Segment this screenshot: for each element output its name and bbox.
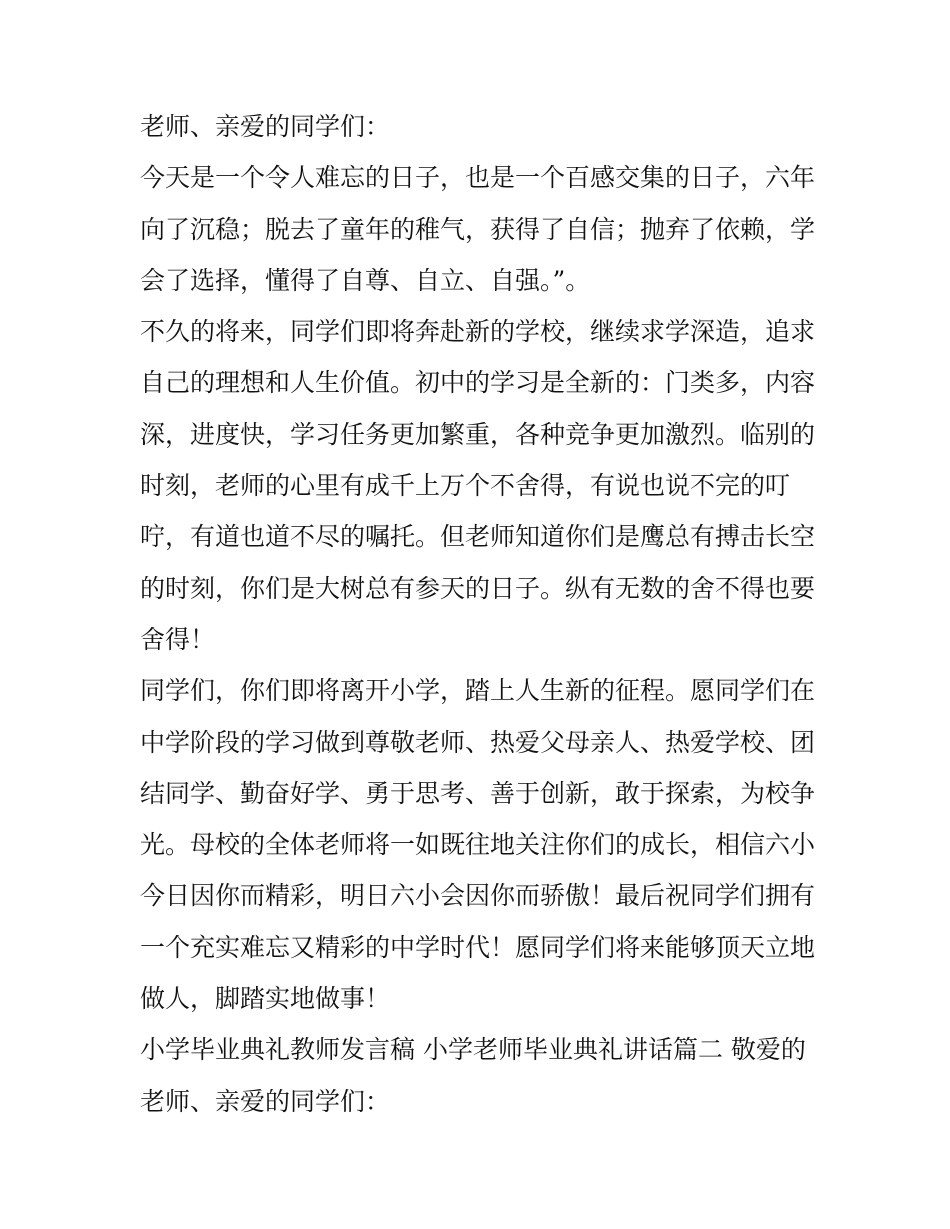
document-body [140,101,820,1127]
text-line: 的时刻，你们是大树总有参天的日子。纵有无数的舍不得也要 [140,573,816,603]
text-line: 一个充实难忘又精彩的中学时代！愿同学们将来能够顶天立地 [140,932,816,962]
text-line: 不久的将来，同学们即将奔赴新的学校，继续求学深造，追求 [140,317,816,347]
text-line: 自己的理想和人生价值。初中的学习是全新的：门类多，内容 [140,368,816,398]
text-line: 舍得！ [140,624,216,654]
text-line: 结同学、勤奋好学、勇于思考、善于创新，敢于探索，为校争 [140,778,816,808]
text-line: 今日因你而精彩，明日六小会因你而骄傲！最后祝同学们拥有 [140,881,816,911]
text-line: 深，进度快，学习任务更加繁重，各种竞争更加激烈。临别的 [140,419,816,449]
text-line: 今天是一个令人难忘的日子，也是一个百感交集的日子，六年 [140,163,816,193]
text-line: 向了沉稳；脱去了童年的稚气，获得了自信；抛弃了依赖，学 [140,214,816,244]
text-line: 同学们，你们即将离开小学，踏上人生新的征程。愿同学们在 [140,676,816,706]
text-line: 中学阶段的学习做到尊敬老师、热爱父母亲人、热爱学校、团 [140,727,816,757]
text-line: 会了选择，懂得了自尊、自立、自强。”。 [140,265,591,295]
text-line: 老师、亲爱的同学们： [140,1086,391,1116]
text-line: 光。母校的全体老师将一如既往地关注你们的成长，相信六小 [140,830,816,860]
text-line: 做人，脚踏实地做事！ [140,984,391,1014]
text-line: 时刻，老师的心里有成千上万个不舍得，有说也说不完的叮 [140,471,791,501]
text-line: 小学毕业典礼教师发言稿 小学老师毕业典礼讲话篇二 敬爱的 [140,1035,806,1065]
text-line: 老师、亲爱的同学们： [140,112,391,141]
text-line: 咛，有道也道不尽的嘱托。但老师知道你们是鹰总有搏击长空 [140,522,816,552]
